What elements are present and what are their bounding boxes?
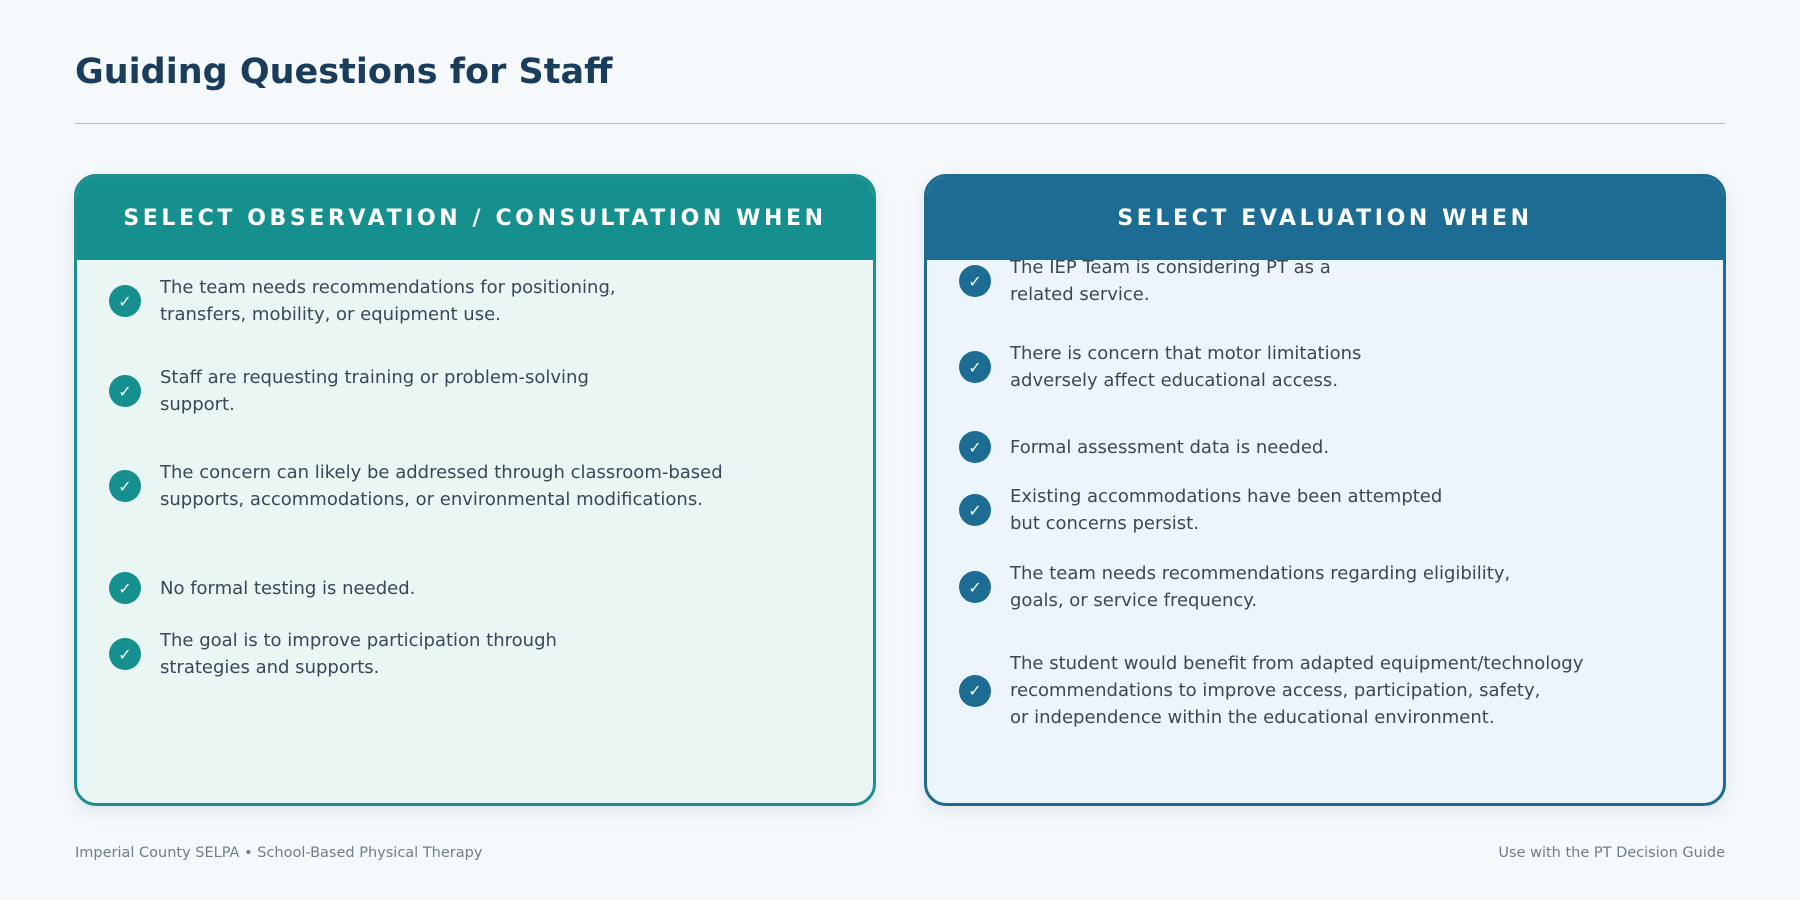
list-item (109, 627, 557, 681)
list-item-text: The team needs recommendations for positioning, transfers, mobility, or equipment use. (160, 277, 616, 325)
checkmark-icon: ✓ (959, 494, 991, 526)
footer-note: Use with the PT Decision Guide (1498, 845, 1725, 861)
list-item-text: The concern can likely be addressed through classroom-based supports, accommodations, or environmental modifications. (160, 462, 723, 510)
list-item (959, 254, 1331, 308)
page-title: Guiding Questions for Staff (75, 52, 613, 92)
list-item-text: The IEP Team is considering PT as a related service. (1010, 257, 1331, 305)
list-item-text: The student would benefit from adapted equipment/technology recommendations to improve access, participation, safety, or independence within the educational environment. (1010, 653, 1584, 728)
checkmark-icon: ✓ (959, 675, 991, 707)
checkmark-icon: ✓ (959, 351, 991, 383)
list-item (109, 274, 616, 328)
list-item-text: No formal testing is needed. (160, 577, 416, 599)
list-item-text: The team needs recommendations regarding eligibility, goals, or service frequency. (1010, 563, 1511, 611)
checkmark-icon: ✓ (109, 638, 141, 670)
list-item (959, 431, 1329, 463)
list-item-text: Staff are requesting training or problem-solving support. (160, 367, 589, 415)
list-item (109, 364, 589, 418)
checkmark-icon: ✓ (959, 265, 991, 297)
title-divider (75, 123, 1725, 124)
card-header: SELECT OBSERVATION / CONSULTATION WHEN (77, 177, 873, 260)
evaluation-card (924, 174, 1726, 806)
checkmark-icon: ✓ (109, 285, 141, 317)
list-item-text: Formal assessment data is needed. (1010, 436, 1330, 458)
list-item-text: The goal is to improve participation through strategies and supports. (160, 630, 557, 678)
list-item (109, 572, 415, 604)
checkmark-icon: ✓ (959, 571, 991, 603)
list-item-text: Existing accommodations have been attempted but concerns persist. (1010, 486, 1443, 534)
observation-consultation-card (74, 174, 876, 806)
list-item (109, 459, 723, 513)
checkmark-icon: ✓ (109, 375, 141, 407)
footer-organization: Imperial County SELPA • School-Based Physical Therapy (75, 845, 483, 861)
list-item (959, 650, 1583, 731)
card-header: SELECT EVALUATION WHEN (927, 177, 1723, 260)
checkmark-icon: ✓ (109, 470, 141, 502)
list-item-text: There is concern that motor limitations adversely affect educational access. (1010, 343, 1362, 391)
list-item (959, 560, 1510, 614)
list-item (959, 483, 1442, 537)
checkmark-icon: ✓ (959, 431, 991, 463)
list-item (959, 340, 1361, 394)
checkmark-icon: ✓ (109, 572, 141, 604)
